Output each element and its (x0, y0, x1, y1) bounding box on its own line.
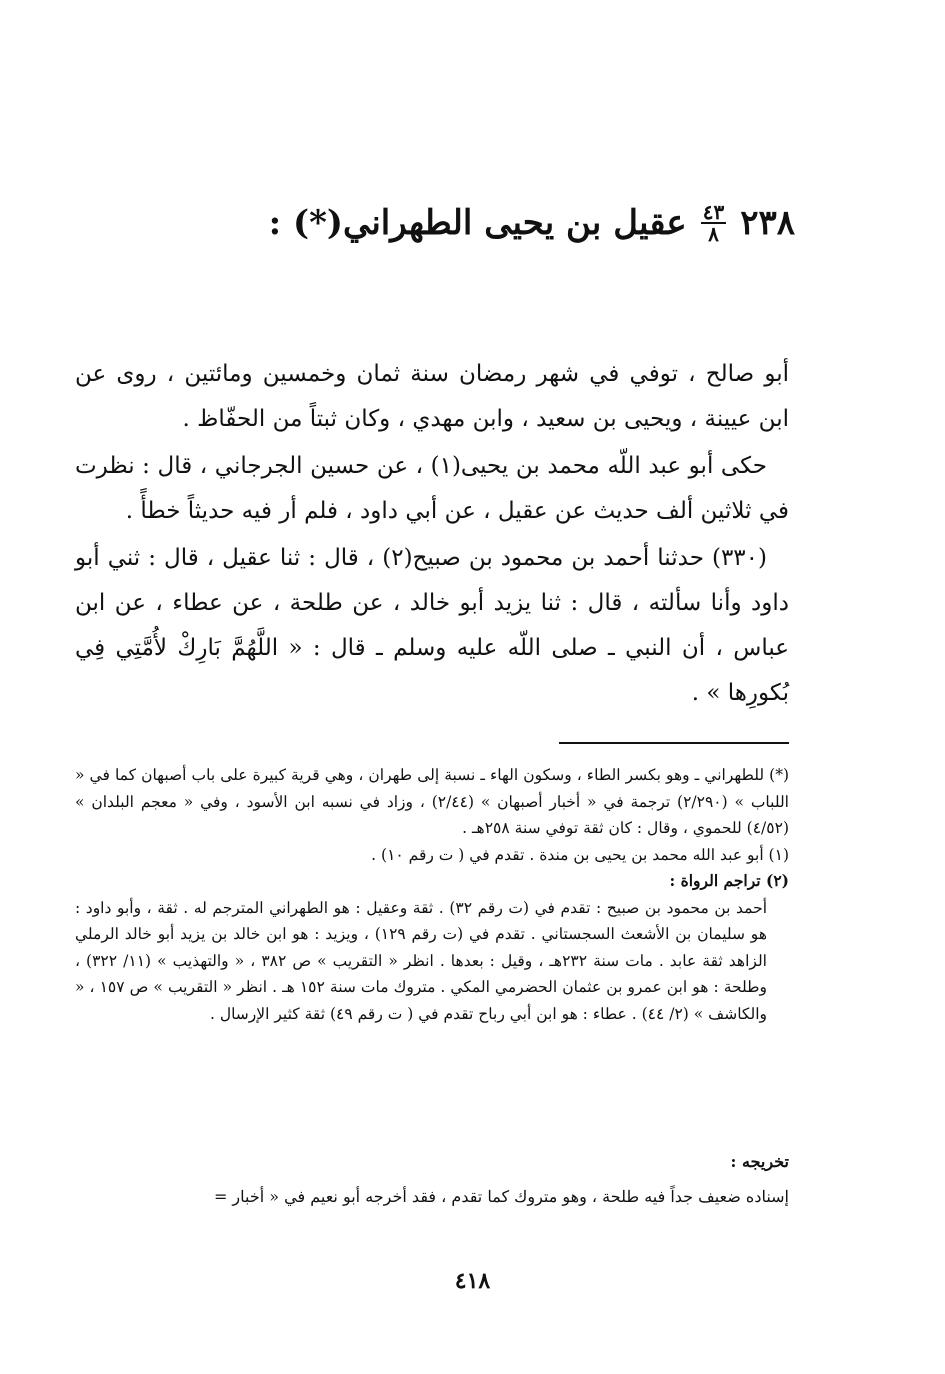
page-number: ٤١٨ (454, 1268, 491, 1294)
footnote-separator (559, 742, 789, 744)
entry-title (269, 202, 795, 244)
takhrij-text: إسناده ضعيف جداً فيه طلحة ، وهو متروك كما تقدم ، فقد أخرجه أبو نعيم في « أخبار = (213, 1187, 789, 1206)
footnotes (75, 762, 789, 1027)
footnote-2-body: أحمد بن محمود بن صبيح : تقدم في (ت رقم ٣٢) . ثقة وعقيل : هو الطهراني المترجم له . ثقة ، وأبو داود : هو سليمان بن الأشعث السجستاني . تقدم في (ت رقم ١٢٩) ، ويزيد : هو ابن خالد بن يزيد أبو خالد الرملي الزاهد ثقة عابد . مات سنة ٢٣٢هـ ، وقيل : بعدها . انظر « التقريب » ص ٣٨٢ ، « والتهذيب » (١١/ ٣٢٢) ، وطلحة : هو ابن عمرو بن عثمان الحضرمي المكي . متروك مات سنة ١٥٢ هـ . انظر « التقريب » ص ١٥٧ ، « والكاشف » (٢/ ٤٤) . عطاء : هو ابن أبي رباح تقدم في ( ت رقم ٤٩) ثقة كثير الإرسال . (75, 898, 767, 1023)
takhrij-heading: تخريجه : (730, 1152, 789, 1171)
entry-fraction (701, 202, 726, 244)
main-text (75, 352, 789, 718)
footnote-1: (١) أبو عبد الله محمد بن يحيى بن مندة . تقدم في ( ت رقم ١٠) . (371, 845, 789, 864)
footnote-2-heading: (٢) تراجم الرواة : (669, 871, 789, 890)
entry-number: ٢٣٨ (740, 203, 795, 243)
paragraph-hadith: (٣٣٠) حدثنا أحمد بن محمود بن صبيح(٢) ، قال : ثنا عقيل ، قال : ثني أبو داود وأنا سألته ، قال : ثنا يزيد أبو خالد ، عن طلحة ، عن عطاء ، عن ابن عباس ، أن النبي ـ صلى اللّه عليه وسلم ـ قال : « اللَّهُمَّ بَارِكْ لأُمَّتِي فِي بُكورِها » . (75, 545, 789, 706)
footnote-star: (*) للطهراني ـ وهو بكسر الطاء ، وسكون الهاء ـ نسبة إلى طهران ، وهي قرية كبيرة على باب أصبهان كما في « اللباب » (٢/٢٩٠) ترجمة في « أخبار أصبهان » (٢/٤٤) ، وزاد في نسبه ابن الأسود ، وفي « معجم البلدان » (٤/٥٢) للحموي ، وقال : كان ثقة توفي سنة ٢٥٨هـ . (75, 766, 789, 837)
paragraph-narration: حكى أبو عبد اللّه محمد بن يحيى(١) ، عن حسين الجرجاني ، قال : نظرت في ثلاثين ألف حديث عن عقيل ، عن أبي داود ، فلم أر فيه حديثاً خطأً . (75, 453, 789, 524)
fraction-numerator: ٤٣ (702, 200, 725, 224)
fraction-denominator: ٨ (708, 222, 719, 246)
entry-name: عقيل بن يحيى الطهراني(*) : (268, 203, 687, 243)
paragraph-biography: أبو صالح ، توفي في شهر رمضان سنة ثمان وخمسين ومائتين ، روى عن ابن عيينة ، ويحيى بن سعيد ، وابن مهدي ، وكان ثبتاً من الحفّاظ . (75, 361, 789, 432)
